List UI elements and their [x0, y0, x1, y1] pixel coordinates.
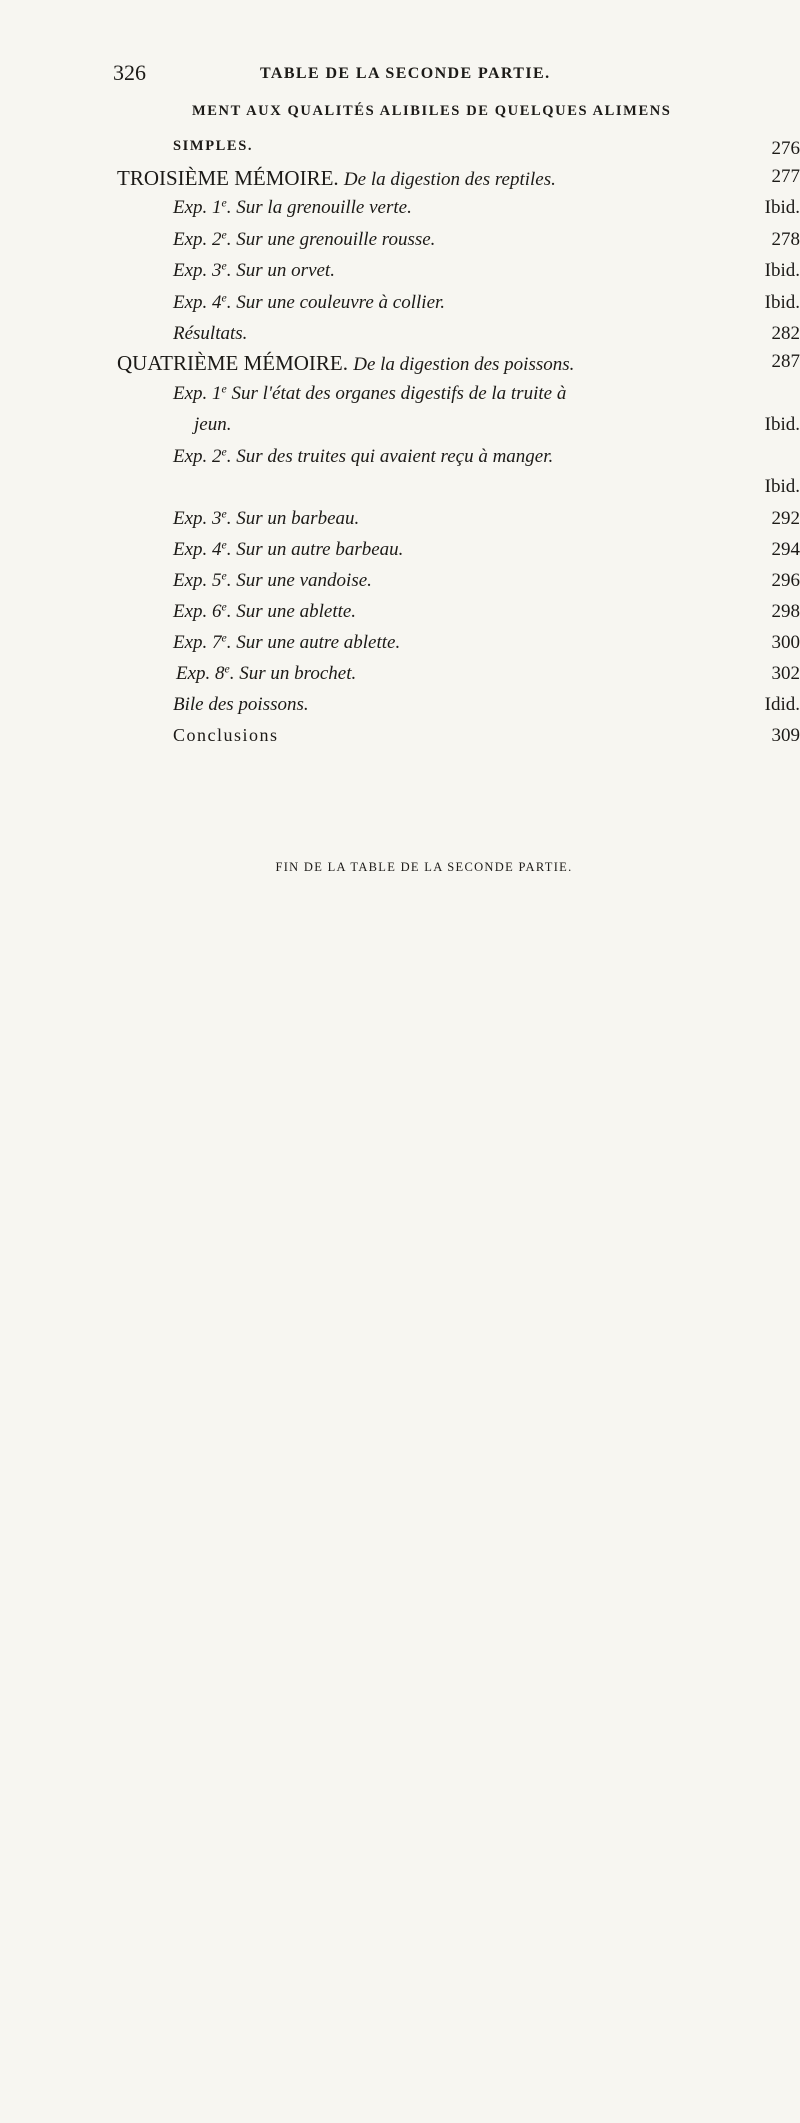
toc-entry	[0, 103, 800, 133]
toc-entry-text: Exp. 2e. Sur des truites qui avaient reçu à manger.	[173, 445, 554, 467]
toc-entry	[0, 197, 800, 227]
toc-entry	[0, 601, 800, 631]
toc-entry-text: Exp. 5e. Sur une vandoise.	[173, 569, 372, 591]
toc-entry-text: Exp. 1e. Sur la grenouille verte.	[173, 196, 412, 218]
toc-entry-text: Conclusions	[173, 725, 279, 745]
toc-entry-text: Exp. 6e. Sur une ablette.	[173, 600, 357, 622]
toc-page-number: 294	[771, 539, 800, 560]
toc-page-number: Ibid.	[764, 292, 800, 313]
memoire-title: QUATRIÈME MÉMOIRE.	[117, 351, 348, 375]
running-title: TABLE DE LA SECONDE PARTIE.	[260, 65, 551, 82]
toc-page-number: Ibid.	[764, 476, 800, 497]
toc-page-number: 282	[771, 323, 800, 344]
memoire-subtitle: De la digestion des reptiles.	[343, 169, 556, 190]
memoire-title: TROISIÈME MÉMOIRE.	[117, 166, 339, 190]
toc-entry	[0, 570, 800, 600]
toc-entry-text: Exp. 7e. Sur une autre ablette.	[173, 631, 401, 653]
toc-entry-text: Exp. 3e. Sur un barbeau.	[173, 507, 360, 529]
toc-entry-text: Exp. 1e Sur l'état des organes digestifs de la truite à	[173, 382, 567, 404]
toc-page-number: 296	[771, 570, 800, 591]
toc-page-number: Ibid.	[764, 197, 800, 218]
toc-page-number: Ibid.	[764, 414, 800, 435]
toc-entry	[0, 260, 800, 290]
toc-entry	[0, 138, 800, 168]
toc-entry-text: jeun.	[194, 414, 232, 435]
toc-entry	[0, 476, 800, 506]
toc-page-number: 309	[771, 725, 800, 746]
toc-entry-text: Exp. 8e. Sur un brochet.	[176, 662, 357, 684]
toc-memoire-heading	[0, 166, 800, 196]
toc-page-number: 276	[771, 138, 800, 159]
toc-entry-text: Exp. 4e. Sur une couleuvre à collier.	[173, 291, 446, 313]
toc-entry	[0, 632, 800, 662]
toc-entry	[0, 229, 800, 259]
toc-entry-text: Exp. 2e. Sur une grenouille rousse.	[173, 228, 436, 250]
toc-entry-text: MENT AUX QUALITÉS ALIBILES DE QUELQUES ALIMENS	[192, 103, 672, 119]
toc-entry	[0, 323, 800, 353]
toc-page-number: 278	[771, 229, 800, 250]
toc-page-number: 300	[771, 632, 800, 653]
toc-entry-text: Exp. 4e. Sur un autre barbeau.	[173, 538, 404, 560]
toc-entry-text: Exp. 3e. Sur un orvet.	[173, 259, 335, 281]
toc-entry	[0, 446, 800, 476]
toc-page-number: 287	[771, 351, 800, 372]
page-number: 326	[113, 60, 146, 85]
toc-entry	[0, 292, 800, 322]
table-of-contents	[0, 0, 800, 900]
toc-entry	[0, 694, 800, 724]
end-of-table-text: FIN DE LA TABLE DE LA SECONDE PARTIE.	[275, 860, 573, 874]
toc-page-number: Ibid.	[764, 260, 800, 281]
memoire-subtitle: De la digestion des poissons.	[353, 354, 575, 375]
toc-entry	[0, 508, 800, 538]
toc-page-number: 277	[771, 166, 800, 187]
end-of-table-note	[0, 860, 800, 875]
toc-page-number: 292	[771, 508, 800, 529]
toc-entry	[0, 663, 800, 693]
toc-entry	[0, 383, 800, 413]
toc-entry-text: Résultats.	[173, 323, 248, 344]
toc-memoire-heading	[0, 351, 800, 381]
toc-page-number: 298	[771, 601, 800, 622]
toc-page-number: 302	[771, 663, 800, 684]
toc-page-number: Idid.	[764, 694, 800, 715]
toc-entry	[0, 725, 800, 755]
toc-entry-text: Bile des poissons.	[173, 694, 309, 715]
toc-entry	[0, 539, 800, 569]
toc-entry-text: SIMPLES.	[173, 138, 254, 154]
toc-entry	[0, 414, 800, 444]
